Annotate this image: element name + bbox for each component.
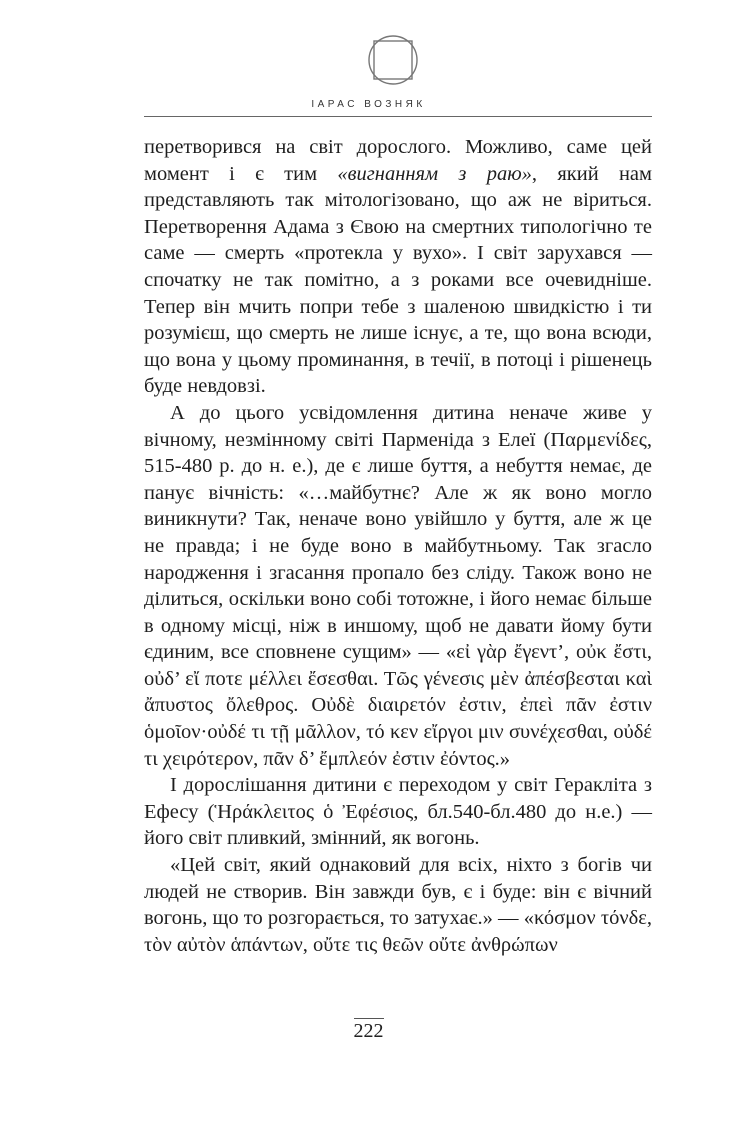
paragraph-3: І дорослішання дитини є переходом у світ Геракліта з Ефесу (Ἡράκλειτος ὁ Ἐφέσιος, бл.540-бл.480 до н.е.) — його світ пливкий, змінний, як вогонь.	[144, 774, 652, 850]
emblem-circle-square-icon	[368, 34, 426, 92]
paragraph-1	[144, 134, 652, 400]
paragraph-1-start: перетворився на світ дорослого. Можливо, саме цей момент і є тим	[144, 136, 652, 185]
emphasis-quote: «вигнанням з раю»	[337, 162, 532, 185]
paragraph-4: «Цей світ, який однаковий для всіх, ніхто з богів чи людей не створив. Він завжди був, є і буде: він є вічний вогонь, що то розгорається, то затухає.» — «κόσμον τόνδε, τὸν αὐτὸν ἁπάντων, οὔτε τις θεῶν οὔτε ἀνθρώπων	[144, 854, 652, 956]
header-divider	[144, 116, 652, 117]
page-number	[0, 1020, 737, 1043]
paragraph-2: А до цього усвідомлення дитина неначе живе у вічному, незмінному світі Парменіда з Елеї (Παρμενίδες, 515-480 р. до н. е.), де є лише буття, а небуття немає, де панує вічність: «…майбутнє? Але ж як воно могло виникнути? Так, неначе воно увійшло у буття, але ж це не правда; і не буде воно в майбутньому. Так згасло народження і згасання пропало без сліду. Також воно не ділиться, оскільки воно собі тотожне, і його немає більше в одному місці, ніж в иншому, щоб не давати йому бути єдиним, все сповнене сущим» — «εἰ γὰρ ἔγεντ’, οὐκ ἔστι, οὐδ’ εἴ ποτε μέλλει ἔσεσθαι. Τῶς γένεσις μὲν ἀπέσβεσται καὶ ἄπυστος ὄλεθρος. Οὐδὲ διαιρετόν ἐστιν, ἐπεὶ πᾶν ἐστιν ὁμοῖον·οὐδέ τι τῇ μᾶλλον, τό κεν εἴργοι μιν συνέχεσθαι, οὐδέ τι χειρότερον, πᾶν δ’ ἔμπλεόν ἐστιν ἐόντος.»	[144, 401, 652, 770]
body-text	[144, 134, 652, 958]
running-head: ІАРАС ВОЗНЯК	[311, 99, 426, 110]
paragraph-1-end: , який нам представляють так мітологізовано, що аж не віриться. Перетворення Адама з Євою на смертних типологічно те саме — смерть «протекла у вухо». І світ зарухався — спочатку не так помітно, а з роками все очевидніше. Тепер він мчить попри тебе з шаленою швидкістю і ти розумієш, що смерть не лише існує, а те, що вона всюди, що вона у цьому проминання, в течії, в потоці і рішенець буде невдовзі.	[144, 162, 652, 398]
page-number-value: 222	[353, 1020, 384, 1042]
